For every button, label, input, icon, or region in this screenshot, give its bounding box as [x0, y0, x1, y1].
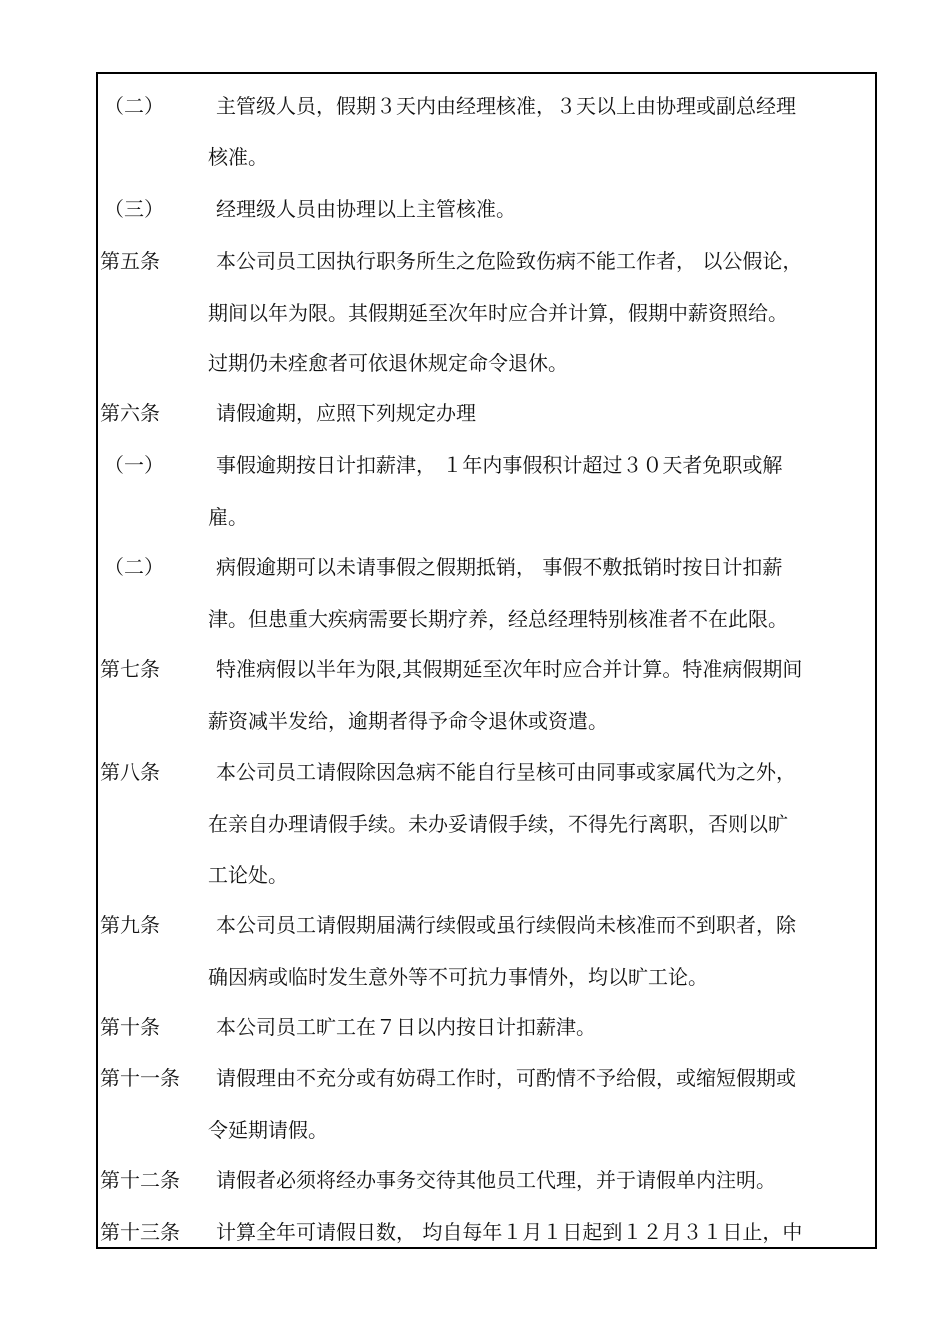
clause-text: 本公司员工因执行职务所生之危险致伤病不能工作者， 以公假论，	[216, 249, 803, 273]
text-line	[0, 593, 950, 645]
clause-continuation: 津。但患重大疾病需要长期疗养，经总经理特别核准者不在此限。	[208, 607, 788, 631]
text-line	[0, 1052, 950, 1104]
clause-label: 第九条	[100, 913, 160, 937]
clause-text: 请假者必须将经办事务交待其他员工代理，并于请假单内注明。	[216, 1168, 776, 1192]
clause-continuation: 雇。	[208, 505, 248, 529]
text-line	[0, 643, 950, 695]
clause-text: 经理级人员由协理以上主管核准。	[216, 197, 516, 221]
text-line	[0, 287, 950, 339]
clause-label: （二）	[104, 94, 164, 118]
text-line	[0, 1104, 950, 1156]
text-line	[0, 695, 950, 747]
text-line	[0, 899, 950, 951]
clause-label: 第八条	[100, 760, 160, 784]
clause-text: 病假逾期可以未请事假之假期抵销， 事假不敷抵销时按日计扣薪	[216, 555, 783, 579]
text-line	[0, 1001, 950, 1053]
text-line	[0, 131, 950, 183]
text-line	[0, 80, 950, 132]
clause-label: 第七条	[100, 657, 160, 681]
text-line	[0, 849, 950, 901]
clause-label: 第十三条	[100, 1220, 180, 1244]
clause-text: 本公司员工请假期届满行续假或虽行续假尚未核准而不到职者，除	[216, 913, 796, 937]
text-line	[0, 746, 950, 798]
text-line	[0, 1206, 950, 1258]
clause-continuation: 确因病或临时发生意外等不可抗力事情外，均以旷工论。	[208, 965, 708, 989]
clause-label: 第十一条	[100, 1066, 180, 1090]
clause-text: 特准病假以半年为限,其假期延至次年时应合并计算。特准病假期间	[216, 657, 803, 681]
clause-text: 计算全年可请假日数， 均自每年１月１日起到１２月３１日止，中	[216, 1220, 803, 1244]
text-line	[0, 183, 950, 235]
text-line	[0, 541, 950, 593]
clause-label: （一）	[104, 453, 164, 477]
clause-text: 本公司员工请假除因急病不能自行呈核可由同事或家属代为之外，	[216, 760, 796, 784]
text-line	[0, 798, 950, 850]
text-line	[0, 1154, 950, 1206]
clause-label: （三）	[104, 197, 164, 221]
clause-continuation: 过期仍未痊愈者可依退休规定命令退休。	[208, 351, 568, 375]
text-line	[0, 951, 950, 1003]
clause-text: 主管级人员，假期３天内由经理核准，３天以上由协理或副总经理	[216, 94, 796, 118]
text-line	[0, 235, 950, 287]
text-line	[0, 439, 950, 491]
clause-continuation: 在亲自办理请假手续。未办妥请假手续，不得先行离职，否则以旷	[208, 812, 788, 836]
text-line	[0, 337, 950, 389]
clause-text: 请假逾期，应照下列规定办理	[216, 401, 476, 425]
clause-label: （二）	[104, 555, 164, 579]
clause-continuation: 核准。	[208, 145, 268, 169]
clause-continuation: 工论处。	[208, 863, 288, 887]
clause-label: 第五条	[100, 249, 160, 273]
clause-label: 第十条	[100, 1015, 160, 1039]
clause-text: 事假逾期按日计扣薪津， １年内事假积计超过３０天者免职或解	[216, 453, 783, 477]
clause-label: 第十二条	[100, 1168, 180, 1192]
text-line	[0, 387, 950, 439]
clause-continuation: 薪资减半发给，逾期者得予命令退休或资遣。	[208, 709, 608, 733]
clause-text: 本公司员工旷工在７日以内按日计扣薪津。	[216, 1015, 596, 1039]
clause-text: 请假理由不充分或有妨碍工作时，可酌情不予给假，或缩短假期或	[216, 1066, 796, 1090]
text-line	[0, 491, 950, 543]
clause-continuation: 令延期请假。	[208, 1118, 328, 1142]
clause-continuation: 期间以年为限。其假期延至次年时应合并计算，假期中薪资照给。	[208, 301, 788, 325]
clause-label: 第六条	[100, 401, 160, 425]
